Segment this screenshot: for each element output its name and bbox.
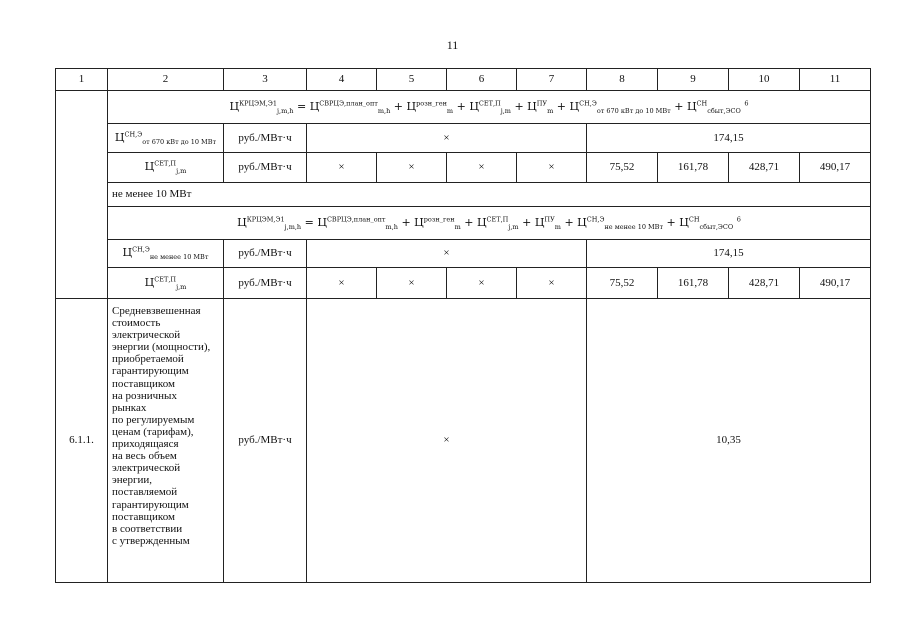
value-cell: 75,52 xyxy=(587,153,658,183)
section-row xyxy=(56,183,871,207)
cross-cell: × xyxy=(307,299,587,583)
header-cell: 2 xyxy=(108,69,224,91)
cross-cell: × xyxy=(307,240,587,268)
unit-cell: руб./МВт·ч xyxy=(224,153,307,183)
footnote-marker: 6 xyxy=(736,215,741,224)
unit-cell: руб./МВт·ч xyxy=(224,124,307,153)
label-set: $Ц^{СЕТ,П}_{j,m}$ xyxy=(108,153,224,183)
unit-cell: руб./МВт·ч xyxy=(224,299,307,583)
page-number: 11 xyxy=(446,38,459,52)
value-cell: 10,35 xyxy=(587,299,871,583)
cross-cell: × xyxy=(377,153,447,183)
value-cell: 174,15 xyxy=(587,124,871,153)
cross-cell: × xyxy=(447,153,517,183)
unit-cell: руб./МВт·ч xyxy=(224,268,307,299)
value-cell: 75,52 xyxy=(587,268,658,299)
value-cell: 490,17 xyxy=(800,153,871,183)
header-cell: 9 xyxy=(658,69,729,91)
label-set: $Ц^{СЕТ,П}_{j,m}$ xyxy=(108,268,224,299)
section-label: не менее 10 МВт xyxy=(108,183,871,207)
tariff-table xyxy=(55,68,871,583)
header-cell: 8 xyxy=(587,69,658,91)
label-sn-10mw: $Ц^{СН,Э}_{не менее 10 МВт}$ xyxy=(108,240,224,268)
formula-2: $Ц^{КРЦЭМ,Э1}_{j,m,h} = Ц^{СВРЦЭ,план\_опт}_{m,h} + Ц^{розн\_ген}_m + Ц^{СЕТ,П}_{j,m} + Ц^{ПУ}_m + Ц^{СН,Э}_{не менее 10 МВт} + Ц^{СН}_{сбыт,ЭСО}$ $^6$ xyxy=(108,207,871,240)
row-6-1-1 xyxy=(56,299,871,583)
row-description: Средневзвешенная стоимость электрической энергии (мощности), приобретаемой гарантирующим поставщиком на розничных рынках по регулируемым ценам (тарифам), приходящаяся на весь объем электрической энергии, поставляемой гарантирующим поставщиком в соответствии с утвержденным xyxy=(108,299,224,583)
cross-cell: × xyxy=(517,268,587,299)
header-cell: 1 xyxy=(56,69,108,91)
header-cell: 4 xyxy=(307,69,377,91)
value-cell: 174,15 xyxy=(587,240,871,268)
value-cell: 490,17 xyxy=(800,268,871,299)
cross-cell: × xyxy=(517,153,587,183)
header-cell: 10 xyxy=(729,69,800,91)
cross-cell: × xyxy=(377,268,447,299)
label-sn-670kw-10mw: $Ц^{СН,Э}_{от 670 кВт до 10 МВт}$ xyxy=(108,124,224,153)
value-cell: 428,71 xyxy=(729,268,800,299)
row-set-1 xyxy=(56,153,871,183)
row-sn-670kw-10mw xyxy=(56,124,871,153)
formula-1: $Ц^{КРЦЭМ,Э1}_{j,m,h} = Ц^{СВРЦЭ,план\_опт}_{m,h} + Ц^{розн\_ген}_m + Ц^{СЕТ,П}_{j,m} + Ц^{ПУ}_m + Ц^{СН,Э}_{от 670 кВт до 10 МВт} + Ц^{СН}_{сбыт,ЭСО}$ $^6$ xyxy=(108,91,871,124)
header-cell: 6 xyxy=(447,69,517,91)
header-cell: 11 xyxy=(800,69,871,91)
value-cell: 161,78 xyxy=(658,153,729,183)
cross-cell: × xyxy=(307,124,587,153)
row-sn-10mw xyxy=(56,240,871,268)
header-row xyxy=(56,69,871,91)
header-cell: 7 xyxy=(517,69,587,91)
formula-row-2 xyxy=(56,207,871,240)
row-number: 6.1.1. xyxy=(56,299,108,583)
cross-cell: × xyxy=(307,153,377,183)
row-set-2 xyxy=(56,268,871,299)
formula-row-1 xyxy=(56,91,871,124)
header-cell: 5 xyxy=(377,69,447,91)
value-cell: 428,71 xyxy=(729,153,800,183)
cross-cell: × xyxy=(307,268,377,299)
unit-cell: руб./МВт·ч xyxy=(224,240,307,268)
cross-cell: × xyxy=(447,268,517,299)
empty-number-cell xyxy=(56,91,108,299)
header-cell: 3 xyxy=(224,69,307,91)
footnote-marker: 6 xyxy=(744,99,749,108)
value-cell: 161,78 xyxy=(658,268,729,299)
